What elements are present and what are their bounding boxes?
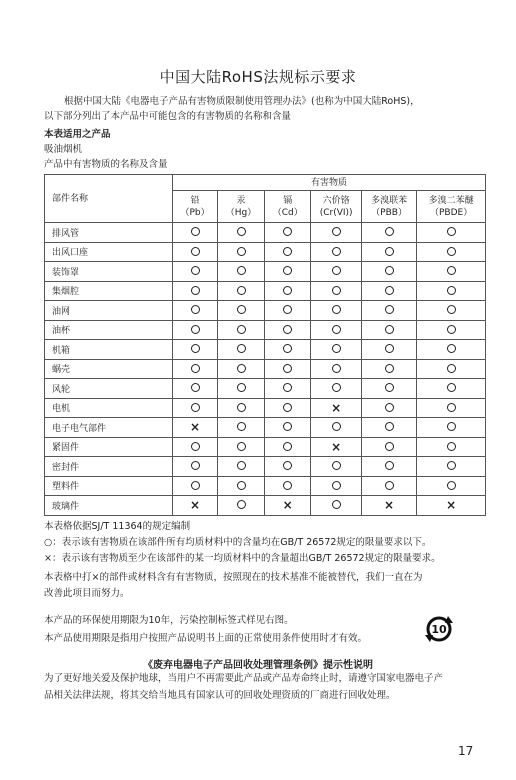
substance-header xyxy=(265,191,311,223)
mark-cell xyxy=(218,437,265,457)
compliant-mark xyxy=(283,286,292,295)
compliant-mark xyxy=(283,364,292,373)
compliant-mark xyxy=(447,461,456,470)
substance-header xyxy=(218,191,265,223)
table-row xyxy=(45,496,486,516)
mark-cell xyxy=(265,379,311,399)
mark-cell xyxy=(311,398,362,418)
mark-cell xyxy=(361,301,416,321)
note-standard: 本表格依据SJ/T 11364的规定编制 xyxy=(44,521,191,532)
compliant-mark xyxy=(283,305,292,314)
exceeds-mark: × xyxy=(331,400,342,415)
compliant-mark xyxy=(385,364,394,373)
period-line-1: 本产品的环保使用期限为10年，污染控制标签式样见右图。 xyxy=(44,615,294,626)
page-number: 17 xyxy=(458,744,474,758)
mark-cell xyxy=(311,223,362,243)
note-replacement-2: 改善此项目而努力。 xyxy=(44,588,130,599)
compliant-mark xyxy=(385,481,394,490)
compliant-mark xyxy=(385,325,394,334)
compliant-mark xyxy=(283,461,292,470)
compliant-mark xyxy=(332,325,341,334)
mark-cell xyxy=(361,262,416,282)
table-row xyxy=(45,320,486,340)
compliant-mark xyxy=(191,481,200,490)
substance-header xyxy=(361,191,416,223)
compliant-mark xyxy=(447,344,456,353)
table-row xyxy=(45,281,486,301)
exceeds-mark: × xyxy=(384,498,395,513)
mark-cell xyxy=(311,262,362,282)
mark-cell xyxy=(265,223,311,243)
mark-cell xyxy=(311,379,362,399)
compliant-mark xyxy=(237,305,246,314)
compliant-mark xyxy=(332,500,341,509)
compliant-mark xyxy=(385,247,394,256)
part-name: 电子电气部件 xyxy=(45,418,173,438)
part-name: 紧固件 xyxy=(45,437,173,457)
mark-cell xyxy=(361,476,416,496)
mark-cell xyxy=(417,262,486,282)
compliant-mark xyxy=(237,364,246,373)
part-header: 部件名称 xyxy=(45,175,173,223)
recycle-line-1: 为了更好地关爱及保护地球，当用户不再需要此产品或产品寿命终止时，请遵守国家电器电子产 xyxy=(44,673,444,684)
compliant-mark xyxy=(447,266,456,275)
mark-cell xyxy=(417,398,486,418)
mark-cell xyxy=(173,242,218,262)
compliant-mark xyxy=(447,305,456,314)
mark-cell xyxy=(311,476,362,496)
mark-cell xyxy=(218,223,265,243)
substance-symbol: （PBB） xyxy=(371,207,407,218)
table-row xyxy=(45,379,486,399)
exceeds-mark: × xyxy=(189,498,201,513)
mark-cell xyxy=(218,398,265,418)
epup-10-year-icon xyxy=(424,614,454,644)
mark-cell xyxy=(265,359,311,379)
compliant-mark xyxy=(447,481,456,490)
period-line-2: 本产品使用期限是指用户按照产品说明书上面的正常使用条件使用时才有效。 xyxy=(44,633,368,644)
compliant-mark xyxy=(332,305,341,314)
table-row xyxy=(45,223,486,243)
exceeds-mark: × xyxy=(446,498,457,513)
product-name: 吸油烟机 xyxy=(44,144,83,155)
compliant-mark xyxy=(283,481,292,490)
mark-cell xyxy=(265,398,311,418)
compliant-mark xyxy=(447,442,456,451)
compliant-mark xyxy=(385,305,394,314)
mark-cell xyxy=(218,320,265,340)
mark-cell xyxy=(218,418,265,438)
table-row xyxy=(45,359,486,379)
mark-cell xyxy=(265,476,311,496)
mark-cell xyxy=(265,242,311,262)
part-name: 装饰罩 xyxy=(45,262,173,282)
exceeds-mark: × xyxy=(331,439,342,454)
notes-block xyxy=(44,519,494,602)
compliant-mark xyxy=(283,422,292,431)
table-row xyxy=(45,437,486,457)
mark-cell xyxy=(218,242,265,262)
compliant-mark xyxy=(447,286,456,295)
compliant-mark xyxy=(447,364,456,373)
mark-cell xyxy=(311,340,362,360)
compliant-mark xyxy=(283,403,292,412)
applicable-heading: 本表适用之产品 xyxy=(44,129,111,140)
compliant-mark xyxy=(191,305,200,314)
mark-cell xyxy=(311,359,362,379)
compliant-mark xyxy=(332,481,341,490)
recycle-line-2: 品相关法律法规，将其交给当地具有国家认可的回收处理资质的厂商进行回收处理。 xyxy=(44,690,396,701)
mark-cell xyxy=(361,223,416,243)
hazardous-substance-table xyxy=(44,174,486,516)
mark-cell xyxy=(417,476,486,496)
substance-symbol: （Hg） xyxy=(225,207,257,218)
mark-cell xyxy=(265,301,311,321)
epup-label: 10 xyxy=(431,623,447,636)
mark-cell xyxy=(173,320,218,340)
compliant-mark xyxy=(283,266,292,275)
mark-cell xyxy=(173,437,218,457)
compliant-mark xyxy=(447,403,456,412)
substance-name: 多溴二苯醚 xyxy=(428,195,474,206)
mark-cell xyxy=(417,301,486,321)
substance-symbol: (Cr(VI)) xyxy=(319,207,353,218)
part-name: 玻璃件 xyxy=(45,496,173,516)
mark-cell xyxy=(218,301,265,321)
mark-cell xyxy=(417,496,486,516)
mark-cell xyxy=(361,496,416,516)
intro-line-2: 以下部分列出了本产品中可能包含的有害物质的名称和含量 xyxy=(44,111,292,122)
compliant-mark xyxy=(191,286,200,295)
compliant-mark xyxy=(237,500,246,509)
compliant-mark xyxy=(191,403,200,412)
mark-cell xyxy=(361,281,416,301)
table-row xyxy=(45,398,486,418)
compliant-mark xyxy=(385,344,394,353)
substance-name: 六价铬 xyxy=(322,195,350,206)
mark-cell xyxy=(218,476,265,496)
substance-group-header: 有害物质 xyxy=(173,175,486,191)
mark-cell xyxy=(265,262,311,282)
compliant-mark xyxy=(237,227,246,236)
compliant-mark xyxy=(332,227,341,236)
substance-name: 汞 xyxy=(236,195,246,206)
compliant-mark xyxy=(385,266,394,275)
mark-cell xyxy=(173,301,218,321)
mark-cell xyxy=(173,359,218,379)
compliant-mark xyxy=(191,227,200,236)
compliant-mark xyxy=(191,461,200,470)
page-title: 中国大陆RoHS法规标示要求 xyxy=(159,68,357,86)
mark-cell xyxy=(311,320,362,340)
mark-cell xyxy=(361,359,416,379)
table-row xyxy=(45,476,486,496)
mark-cell xyxy=(218,496,265,516)
mark-cell xyxy=(311,418,362,438)
mark-cell xyxy=(218,281,265,301)
part-name: 蜗壳 xyxy=(45,359,173,379)
compliant-mark xyxy=(283,227,292,236)
mark-cell xyxy=(311,457,362,477)
table-row xyxy=(45,242,486,262)
mark-cell xyxy=(361,340,416,360)
mark-cell xyxy=(173,281,218,301)
part-name: 风轮 xyxy=(45,379,173,399)
mark-cell xyxy=(173,476,218,496)
compliant-mark xyxy=(332,364,341,373)
mark-cell xyxy=(361,242,416,262)
compliant-mark xyxy=(191,364,200,373)
part-name: 电机 xyxy=(45,398,173,418)
mark-cell xyxy=(173,457,218,477)
compliant-mark xyxy=(237,344,246,353)
compliant-mark xyxy=(332,383,341,392)
substance-name: 多溴联苯 xyxy=(371,195,408,206)
compliant-mark xyxy=(447,383,456,392)
mark-cell xyxy=(361,379,416,399)
substance-name: 镉 xyxy=(283,195,293,206)
substance-name: 铅 xyxy=(190,195,200,206)
mark-cell xyxy=(265,437,311,457)
compliant-mark xyxy=(237,247,246,256)
compliant-mark xyxy=(191,266,200,275)
mark-cell xyxy=(173,398,218,418)
table-row xyxy=(45,418,486,438)
part-name: 机箱 xyxy=(45,340,173,360)
compliant-mark xyxy=(447,247,456,256)
mark-cell xyxy=(218,379,265,399)
compliant-mark xyxy=(332,286,341,295)
mark-cell xyxy=(173,340,218,360)
note-circle-meaning: ○：表示该有害物质在该部件所有均质材料中的含量均在GB/T 26572规定的限量要求以下。 xyxy=(44,537,432,548)
mark-cell xyxy=(417,281,486,301)
compliant-mark xyxy=(385,286,394,295)
table-row xyxy=(45,262,486,282)
compliant-mark xyxy=(283,325,292,334)
exceeds-mark: × xyxy=(282,498,293,513)
mark-cell xyxy=(265,457,311,477)
compliant-mark xyxy=(385,227,394,236)
mark-cell xyxy=(173,496,218,516)
substance-symbol: （PBDE） xyxy=(430,207,473,218)
compliant-mark xyxy=(447,227,456,236)
table-row xyxy=(45,301,486,321)
compliant-mark xyxy=(385,383,394,392)
compliant-mark xyxy=(191,344,200,353)
compliant-mark xyxy=(332,461,341,470)
exceeds-mark: × xyxy=(189,420,201,435)
mark-cell xyxy=(361,437,416,457)
part-name: 油网 xyxy=(45,301,173,321)
mark-cell xyxy=(173,262,218,282)
substance-header xyxy=(417,191,486,223)
mark-cell xyxy=(265,320,311,340)
compliant-mark xyxy=(237,403,246,412)
mark-cell xyxy=(173,418,218,438)
mark-cell xyxy=(417,379,486,399)
compliant-mark xyxy=(447,325,456,334)
compliant-mark xyxy=(191,325,200,334)
substance-header xyxy=(311,191,362,223)
mark-cell xyxy=(417,242,486,262)
part-name: 塑料件 xyxy=(45,476,173,496)
compliant-mark xyxy=(447,422,456,431)
mark-cell xyxy=(417,359,486,379)
table-row xyxy=(45,340,486,360)
compliant-mark xyxy=(237,325,246,334)
compliant-mark xyxy=(191,247,200,256)
compliant-mark xyxy=(332,422,341,431)
mark-cell xyxy=(361,457,416,477)
mark-cell xyxy=(218,457,265,477)
mark-cell xyxy=(218,262,265,282)
mark-cell xyxy=(311,301,362,321)
mark-cell xyxy=(173,223,218,243)
compliant-mark xyxy=(237,481,246,490)
mark-cell xyxy=(311,242,362,262)
mark-cell xyxy=(265,418,311,438)
intro-paragraph xyxy=(44,94,494,124)
mark-cell xyxy=(417,437,486,457)
compliant-mark xyxy=(385,461,394,470)
compliant-mark xyxy=(237,383,246,392)
compliant-mark xyxy=(237,266,246,275)
part-name: 油杯 xyxy=(45,320,173,340)
mark-cell xyxy=(311,281,362,301)
compliant-mark xyxy=(237,461,246,470)
mark-cell xyxy=(417,457,486,477)
substance-symbol: （Pb） xyxy=(180,207,210,218)
compliant-mark xyxy=(332,266,341,275)
mark-cell xyxy=(265,340,311,360)
mark-cell xyxy=(417,320,486,340)
compliant-mark xyxy=(385,403,394,412)
compliant-mark xyxy=(332,344,341,353)
table-row xyxy=(45,457,486,477)
intro-line-1: 根据中国大陆《电器电子产品有害物质限制使用管理办法》(也称为中国大陆RoHS)， xyxy=(64,96,420,107)
mark-cell xyxy=(311,496,362,516)
mark-cell xyxy=(265,281,311,301)
table-caption: 产品中有害物质的名称及含量 xyxy=(44,159,168,170)
compliant-mark xyxy=(385,442,394,451)
note-cross-meaning: ×：表示该有害物质至少在该部件的某一均质材料中的含量超出GB/T 26572规定的限量要求。 xyxy=(44,553,441,564)
mark-cell xyxy=(417,418,486,438)
mark-cell xyxy=(417,223,486,243)
mark-cell xyxy=(173,379,218,399)
recycle-body xyxy=(44,670,494,704)
substance-symbol: （Cd） xyxy=(272,207,303,218)
mark-cell xyxy=(361,320,416,340)
compliant-mark xyxy=(237,286,246,295)
mark-cell xyxy=(417,340,486,360)
compliant-mark xyxy=(283,442,292,451)
mark-cell xyxy=(218,340,265,360)
compliant-mark xyxy=(385,422,394,431)
compliant-mark xyxy=(191,383,200,392)
mark-cell xyxy=(311,437,362,457)
recycle-title: 《废弃电器电子产品回收处理管理条例》提示性说明 xyxy=(143,660,373,671)
part-name: 集烟腔 xyxy=(45,281,173,301)
part-name: 密封件 xyxy=(45,457,173,477)
substance-header xyxy=(173,191,218,223)
mark-cell xyxy=(218,359,265,379)
compliant-mark xyxy=(237,442,246,451)
mark-cell xyxy=(265,496,311,516)
compliant-mark xyxy=(283,344,292,353)
compliant-mark xyxy=(283,247,292,256)
compliant-mark xyxy=(283,383,292,392)
note-replacement-1: 本表格中打×的部件或材料含有有害物质，按照现在的技术基准不能被替代，我们一直在为 xyxy=(44,572,423,583)
compliant-mark xyxy=(332,247,341,256)
mark-cell xyxy=(361,418,416,438)
compliant-mark xyxy=(191,442,200,451)
compliant-mark xyxy=(237,422,246,431)
part-name: 排风管 xyxy=(45,223,173,243)
part-name: 出风口座 xyxy=(45,242,173,262)
mark-cell xyxy=(361,398,416,418)
